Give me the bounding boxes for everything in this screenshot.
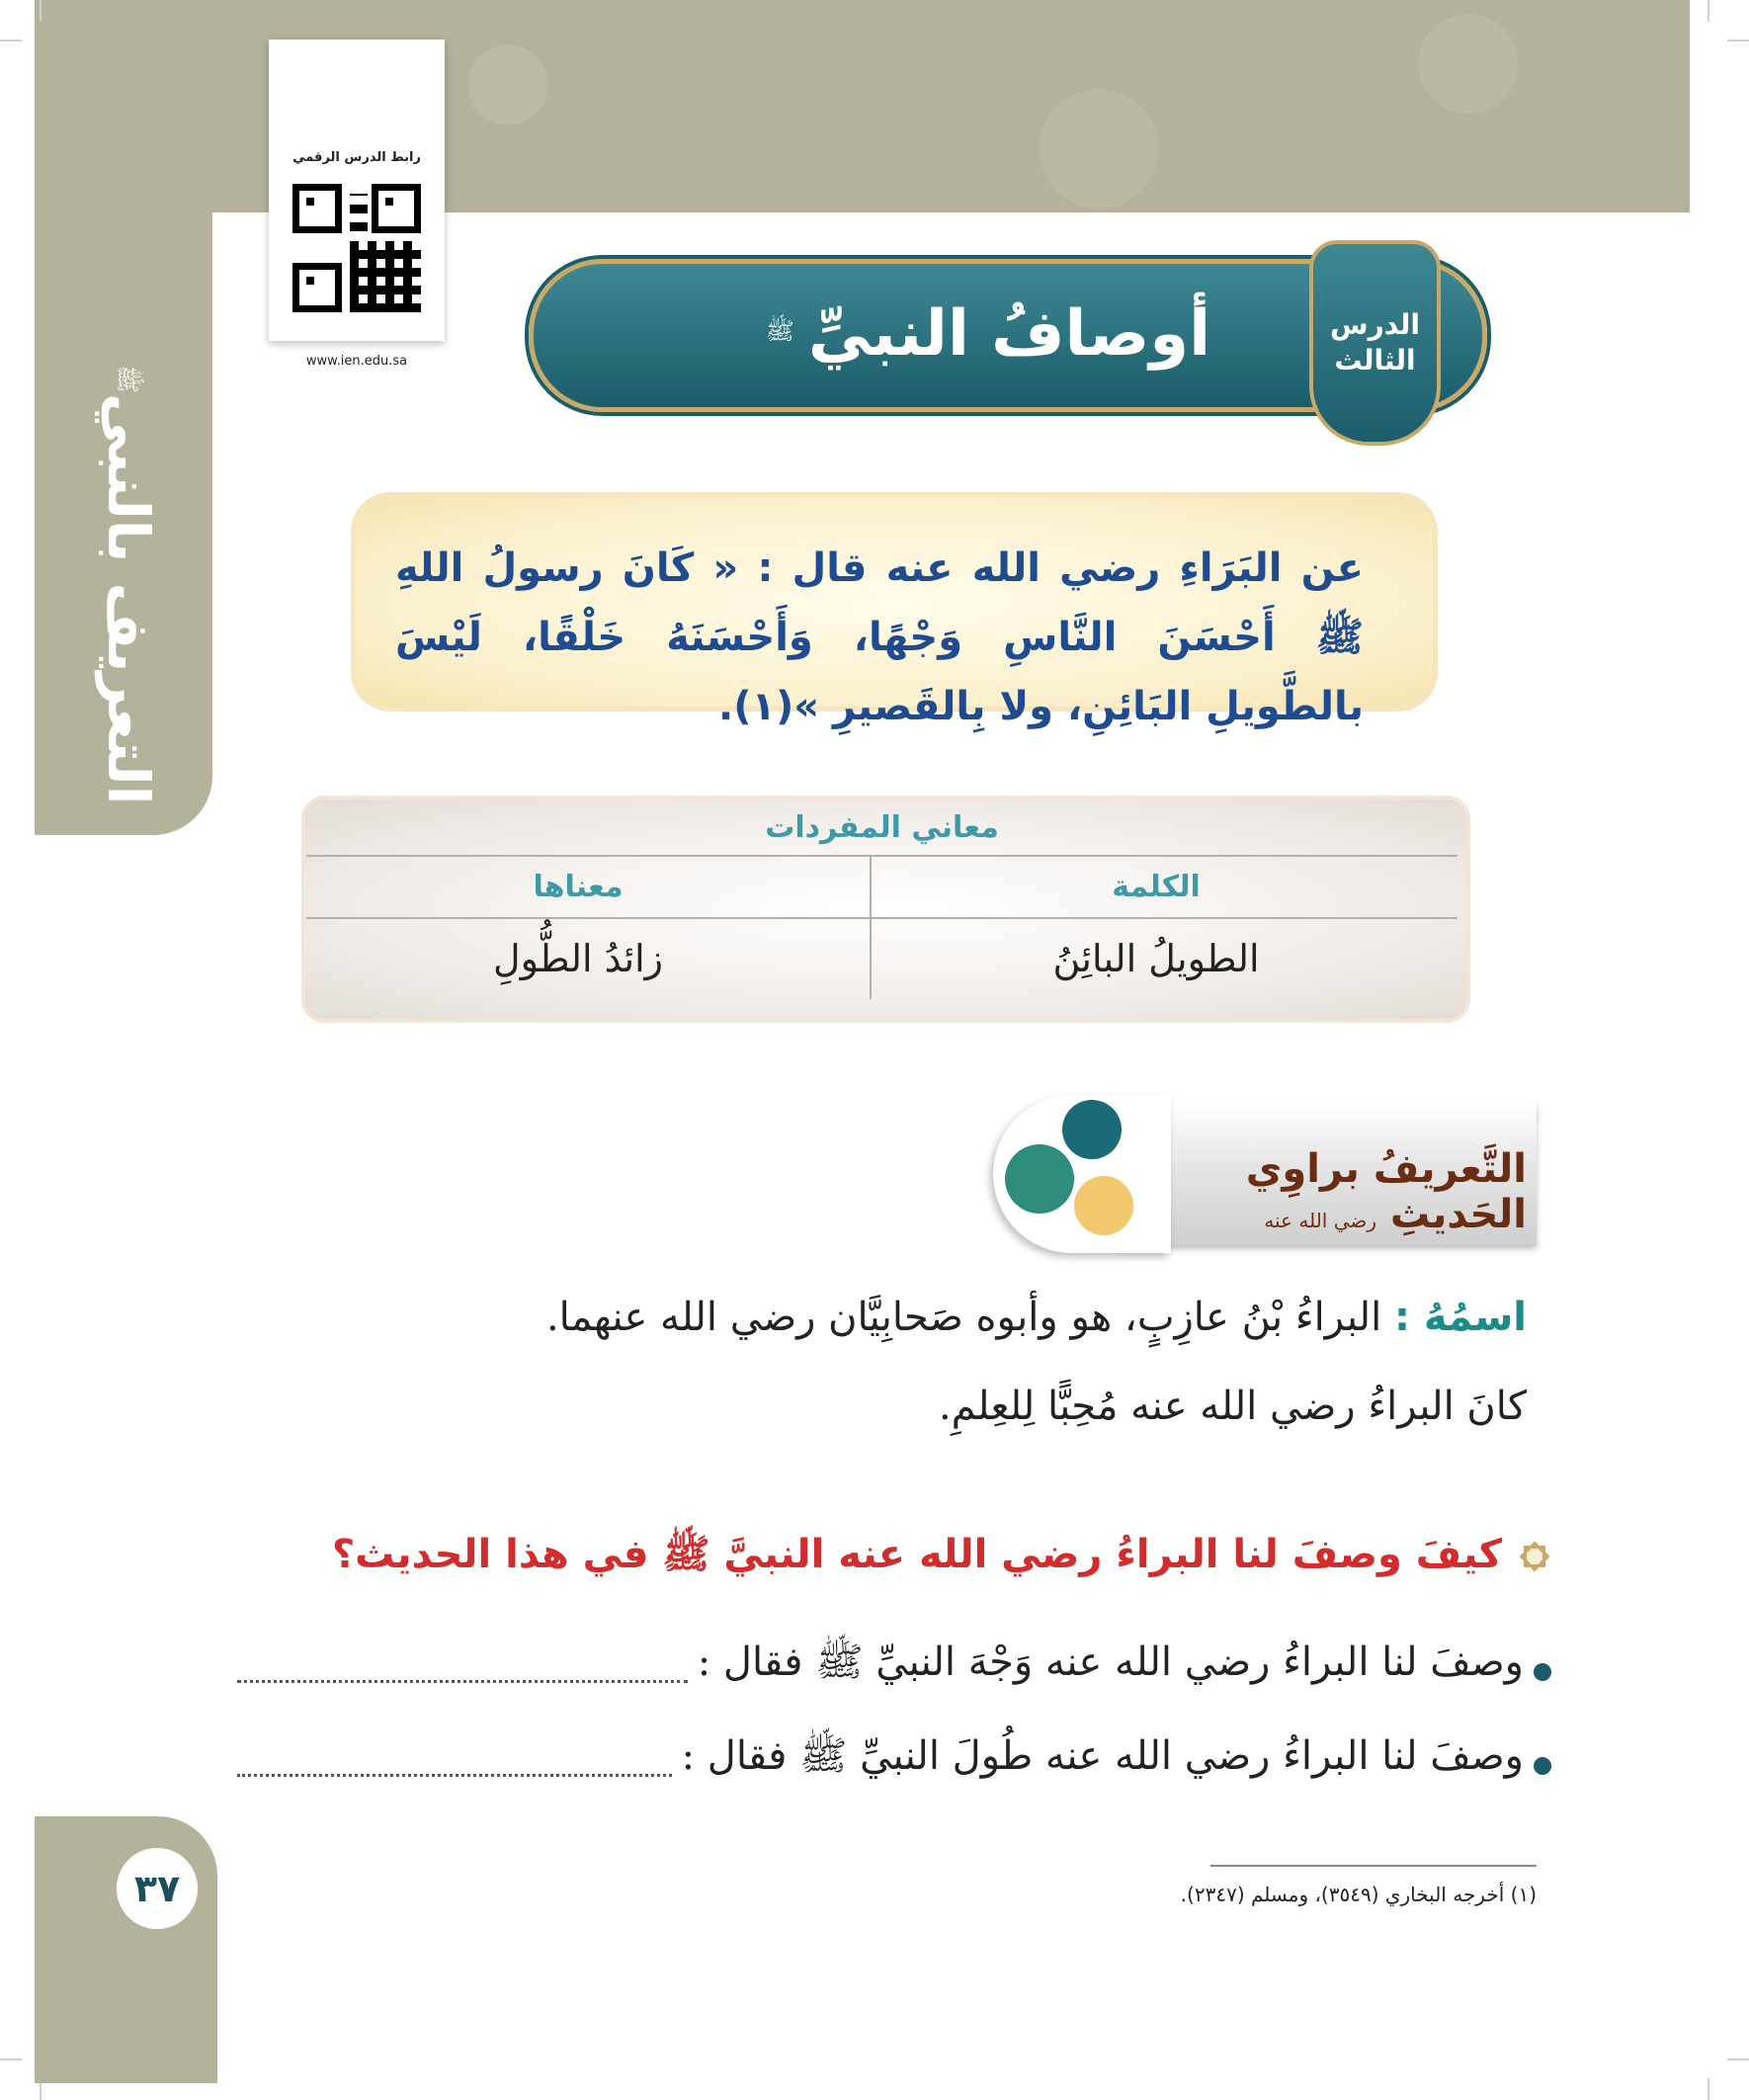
- header-meaning: معناها: [533, 870, 624, 904]
- question: [237, 1530, 1551, 1587]
- header-word: الكلمة: [1112, 870, 1201, 904]
- qr-finder: [372, 184, 421, 233]
- table-divider: [306, 855, 1458, 857]
- answer-prompt: وصفَ لنا البراءُ رضي الله عنه طُولَ النبيِّ ﷺ فقال :: [681, 1733, 1524, 1779]
- digital-lesson-link-card[interactable]: [269, 40, 445, 369]
- hadith-text: عن البَرَاءِ رضي الله عنه قال : « كَانَ رسولُ اللهِ ﷺ أَحْسَنَ النَّاسِ وَجْهًا، وَأَحْسَنَهُ خَلْقًا، لَيْسَ بالطَّويلِ البَائِنِ، ولا بِالقَصيرِ »(١).: [395, 546, 1364, 729]
- narrator-name-label: اسمُهُ :: [1393, 1295, 1527, 1340]
- page-number-badge: [35, 1816, 217, 2083]
- lesson-tag-line2: الثالث: [1334, 344, 1416, 377]
- page-number: ٣٧: [117, 1848, 198, 1929]
- lesson-title-text: أوصافُ النبيِّ: [807, 296, 1211, 371]
- qr-url[interactable]: www.ien.edu.sa: [305, 354, 408, 369]
- qr-finder: [292, 263, 342, 312]
- lesson-number-tag: [1309, 240, 1441, 446]
- lesson-tag-line1: الدرس: [1329, 308, 1421, 341]
- crop-mark: [1727, 2058, 1749, 2060]
- footnote: (١) أخرجه البخاري (٣٥٤٩)، ومسلم (٢٣٤٧).: [1180, 1883, 1537, 1906]
- qr-pattern: [350, 194, 368, 231]
- section-title-text: التَّعريفُ براوِي الحَديثِ: [1245, 1146, 1527, 1237]
- qr-code[interactable]: [292, 184, 421, 347]
- bullet-icon: [1534, 1757, 1551, 1775]
- qr-pattern: [350, 241, 421, 312]
- answer-prompt: وصفَ لنا البراءُ رضي الله عنه وَجْهَ النبيِّ ﷺ فقال :: [697, 1639, 1524, 1685]
- answer-line[interactable]: [237, 1636, 1551, 1695]
- emblem-shape: [1005, 1144, 1074, 1214]
- crop-mark: [1707, 2078, 1709, 2100]
- answer-blank[interactable]: [237, 1680, 688, 1683]
- qr-finder: [292, 184, 342, 233]
- unit-title: [74, 193, 183, 805]
- unit-title-salawat: ﷺ: [114, 365, 142, 394]
- vocabulary-title: معاني المفردات: [765, 810, 999, 845]
- crop-mark: [1727, 40, 1749, 42]
- star-ornament-icon: [1518, 1540, 1551, 1573]
- lesson-title-salawat: ﷺ: [765, 317, 794, 345]
- table-cell-meaning: زائدُ الطُّولِ: [492, 937, 664, 980]
- table-divider: [306, 917, 1458, 919]
- table-column-divider: [870, 856, 872, 999]
- answer-line[interactable]: [237, 1729, 1551, 1789]
- bullet-icon: [1534, 1663, 1551, 1681]
- narrator-fact-line: كانَ البراءُ رضي الله عنه مُحِبًّا لِلعِلمِ.: [938, 1384, 1527, 1429]
- crop-mark: [40, 0, 42, 22]
- lesson-title: [711, 287, 1265, 380]
- crop-mark: [0, 40, 22, 42]
- question-text: كيفَ وصفَ لنا البراءُ رضي الله عنه النبيَّ ﷺ في هذا الحديث؟: [331, 1532, 1502, 1577]
- table-cell-word: الطويلُ البائِنُ: [1052, 937, 1260, 980]
- footnote-rule: [1210, 1865, 1537, 1867]
- qr-label: رابط الدرس الرقمي: [292, 150, 421, 165]
- section-title-honor: رضي الله عنه: [1264, 1209, 1377, 1232]
- crop-mark: [1707, 0, 1709, 22]
- answer-blank[interactable]: [237, 1774, 672, 1777]
- emblem-shape: [1074, 1176, 1133, 1235]
- crop-mark: [0, 2058, 22, 2060]
- emblem-shape: [1062, 1100, 1122, 1159]
- narrator-name-line: [242, 1295, 1527, 1340]
- section-title: [1131, 1146, 1527, 1237]
- unit-title-text: التعريف بالنبي: [95, 393, 162, 805]
- narrator-name-text: البراءُ بْنُ عازِبٍ، هو وأبوه صَحابِيَّان رضي الله عنهما.: [545, 1295, 1382, 1340]
